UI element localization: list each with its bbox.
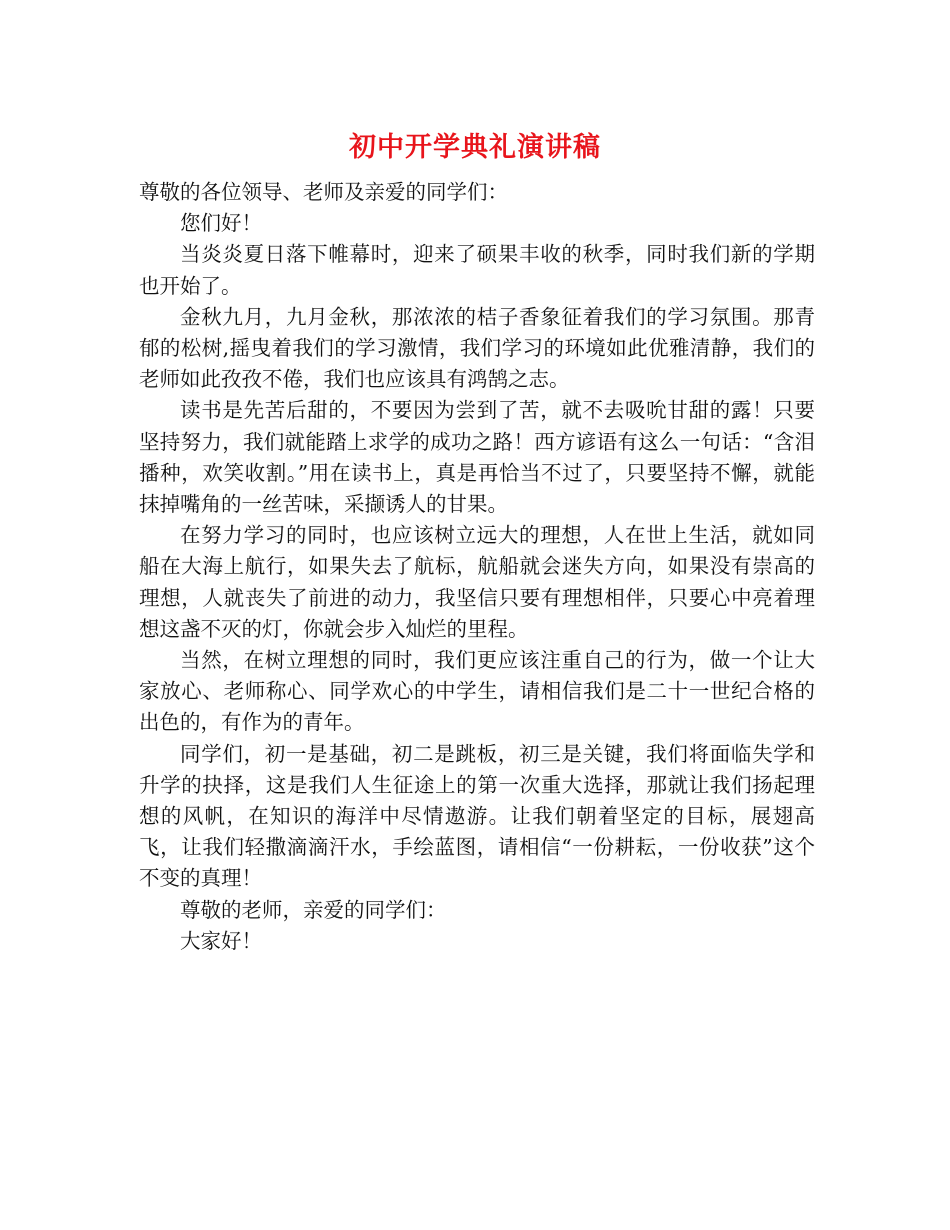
body-paragraph: 当炎炎夏日落下帷幕时，迎来了硕果丰收的秋季，同时我们新的学期也开始了。 — [139, 242, 815, 298]
second-salutation-paragraph: 尊敬的老师，亲爱的同学们： — [180, 897, 447, 922]
body-paragraph: 当然，在树立理想的同时，我们更应该注重自己的行为，做一个让大家放心、老师称心、同学欢心的中学生，请相信我们是二十一世纪合格的出色的，有作为的青年。 — [139, 648, 815, 735]
second-greeting-paragraph: 大家好！ — [180, 928, 262, 953]
body-paragraph: 在努力学习的同时，也应该树立远大的理想，人在世上生活，就如同船在大海上航行，如果失去了航标，航船就会迷失方向，如果没有崇高的理想，人就丧失了前进的动力，我坚信只要有理想相伴，只要心中亮着理想这盏不灭的灯，你就会步入灿烂的里程。 — [139, 523, 815, 641]
greeting-paragraph: 您们好！ — [180, 211, 262, 236]
body-paragraph: 金秋九月，九月金秋，那浓浓的桔子香象征着我们的学习氛围。那青郁的松树,摇曳着我们的学习激情，我们学习的环境如此优雅清静，我们的老师如此孜孜不倦，我们也应该具有鸿鹄之志。 — [139, 304, 815, 392]
body-paragraph: 读书是先苦后甜的，不要因为尝到了苦，就不去吸吮甘甜的露！只要坚持努力，我们就能踏上求学的成功之路！西方谚语有这么一句话：“含泪播种，欢笑收割。”用在读书上，真是再恰当不过了，只要坚持不懈，就能抹掉嘴角的一丝苦味，采撷诱人的甘果。 — [139, 398, 815, 517]
document-body — [139, 177, 815, 957]
salutation-paragraph: 尊敬的各位领导、老师及亲爱的同学们： — [139, 180, 508, 204]
page-title: 初中开学典礼演讲稿 — [349, 132, 601, 163]
body-paragraph: 同学们，初一是基础，初二是跳板，初三是关键，我们将面临失学和升学的抉择，这是我们人生征途上的第一次重大选择，那就让我们扬起理想的风帆，在知识的海洋中尽情遨游。让我们朝着坚定的目标，展翅高飞，让我们轻撒滴滴汗水，手绘蓝图，请相信“一份耕耘，一份收获”这个不变的真理！ — [139, 741, 815, 891]
